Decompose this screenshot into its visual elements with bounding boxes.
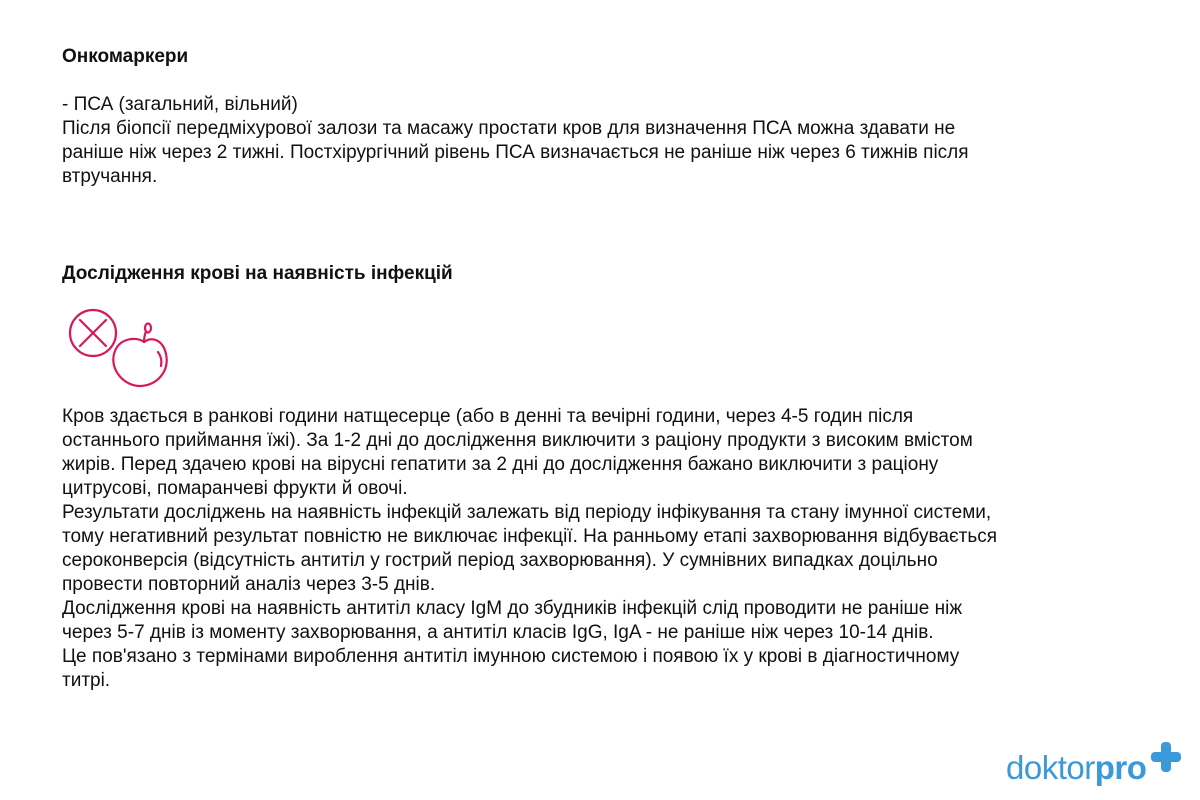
text-line: Дослідження крові на наявність антитіл класу IgM до збудників інфекцій слід проводити не раніше ніж xyxy=(62,598,963,619)
text-line: титрі. xyxy=(62,670,111,691)
logo-text-bold: pro xyxy=(1094,749,1147,786)
text-line: Кров здається в ранкові години натщесерце (або в денні та вечірні години, через 4-5 годин після xyxy=(62,406,914,427)
text-line: тому негативний результат повністю не виключає інфекції. На ранньому етапі захворювання відбувається xyxy=(62,526,998,547)
text-line: провести повторний аналіз через 3-5 днів. xyxy=(62,574,436,595)
logo-text xyxy=(1006,750,1146,786)
text-line: Після біопсії передміхурової залози та масажу простати кров для визначення ПСА можна здавати не xyxy=(62,118,956,139)
text-line: втручання. xyxy=(62,166,158,187)
text-line: сероконверсія (відсутність антитіл у гострий період захворювання). У сумнівних випадках доцільно xyxy=(62,550,938,571)
logo-text-light: doktor xyxy=(1006,749,1095,786)
doktorpro-logo xyxy=(1006,738,1186,788)
oncomarkers-paragraph xyxy=(62,93,969,189)
text-line: через 5-7 днів із моменту захворювання, а антитіл класів IgG, IgA - не раніше ніж через 10-14 днів. xyxy=(62,622,934,643)
text-line: Результати досліджень на наявність інфекцій залежать від періоду інфікування та стану імунної системи, xyxy=(62,502,992,523)
text-line: жирів. Перед здачею крові на вірусні гепатити за 2 дні до дослідження бажано виключити з раціону xyxy=(62,454,939,475)
text-line: останнього приймання їжі). За 1-2 дні до дослідження виключити з раціону продукти з високим вмістом xyxy=(62,430,973,451)
text-line: цитрусові, помаранчеві фрукти й овочі. xyxy=(62,478,408,499)
text-line: Це пов'язано з термінами вироблення антитіл імунною системою і появою їх у крові в діагностичному xyxy=(62,646,960,667)
text-line: раніше ніж через 2 тижні. Постхірургічний рівень ПСА визначається не раніше ніж через 6 тижнів після xyxy=(62,142,969,163)
infections-paragraph xyxy=(62,405,997,693)
section-title-oncomarkers: Онкомаркери xyxy=(62,46,189,67)
text-line: - ПСА (загальний, вільний) xyxy=(62,94,298,115)
plus-icon xyxy=(1149,740,1183,774)
no-fruit-icon xyxy=(66,306,176,392)
section-title-infections: Дослідження крові на наявність інфекцій xyxy=(62,263,453,284)
